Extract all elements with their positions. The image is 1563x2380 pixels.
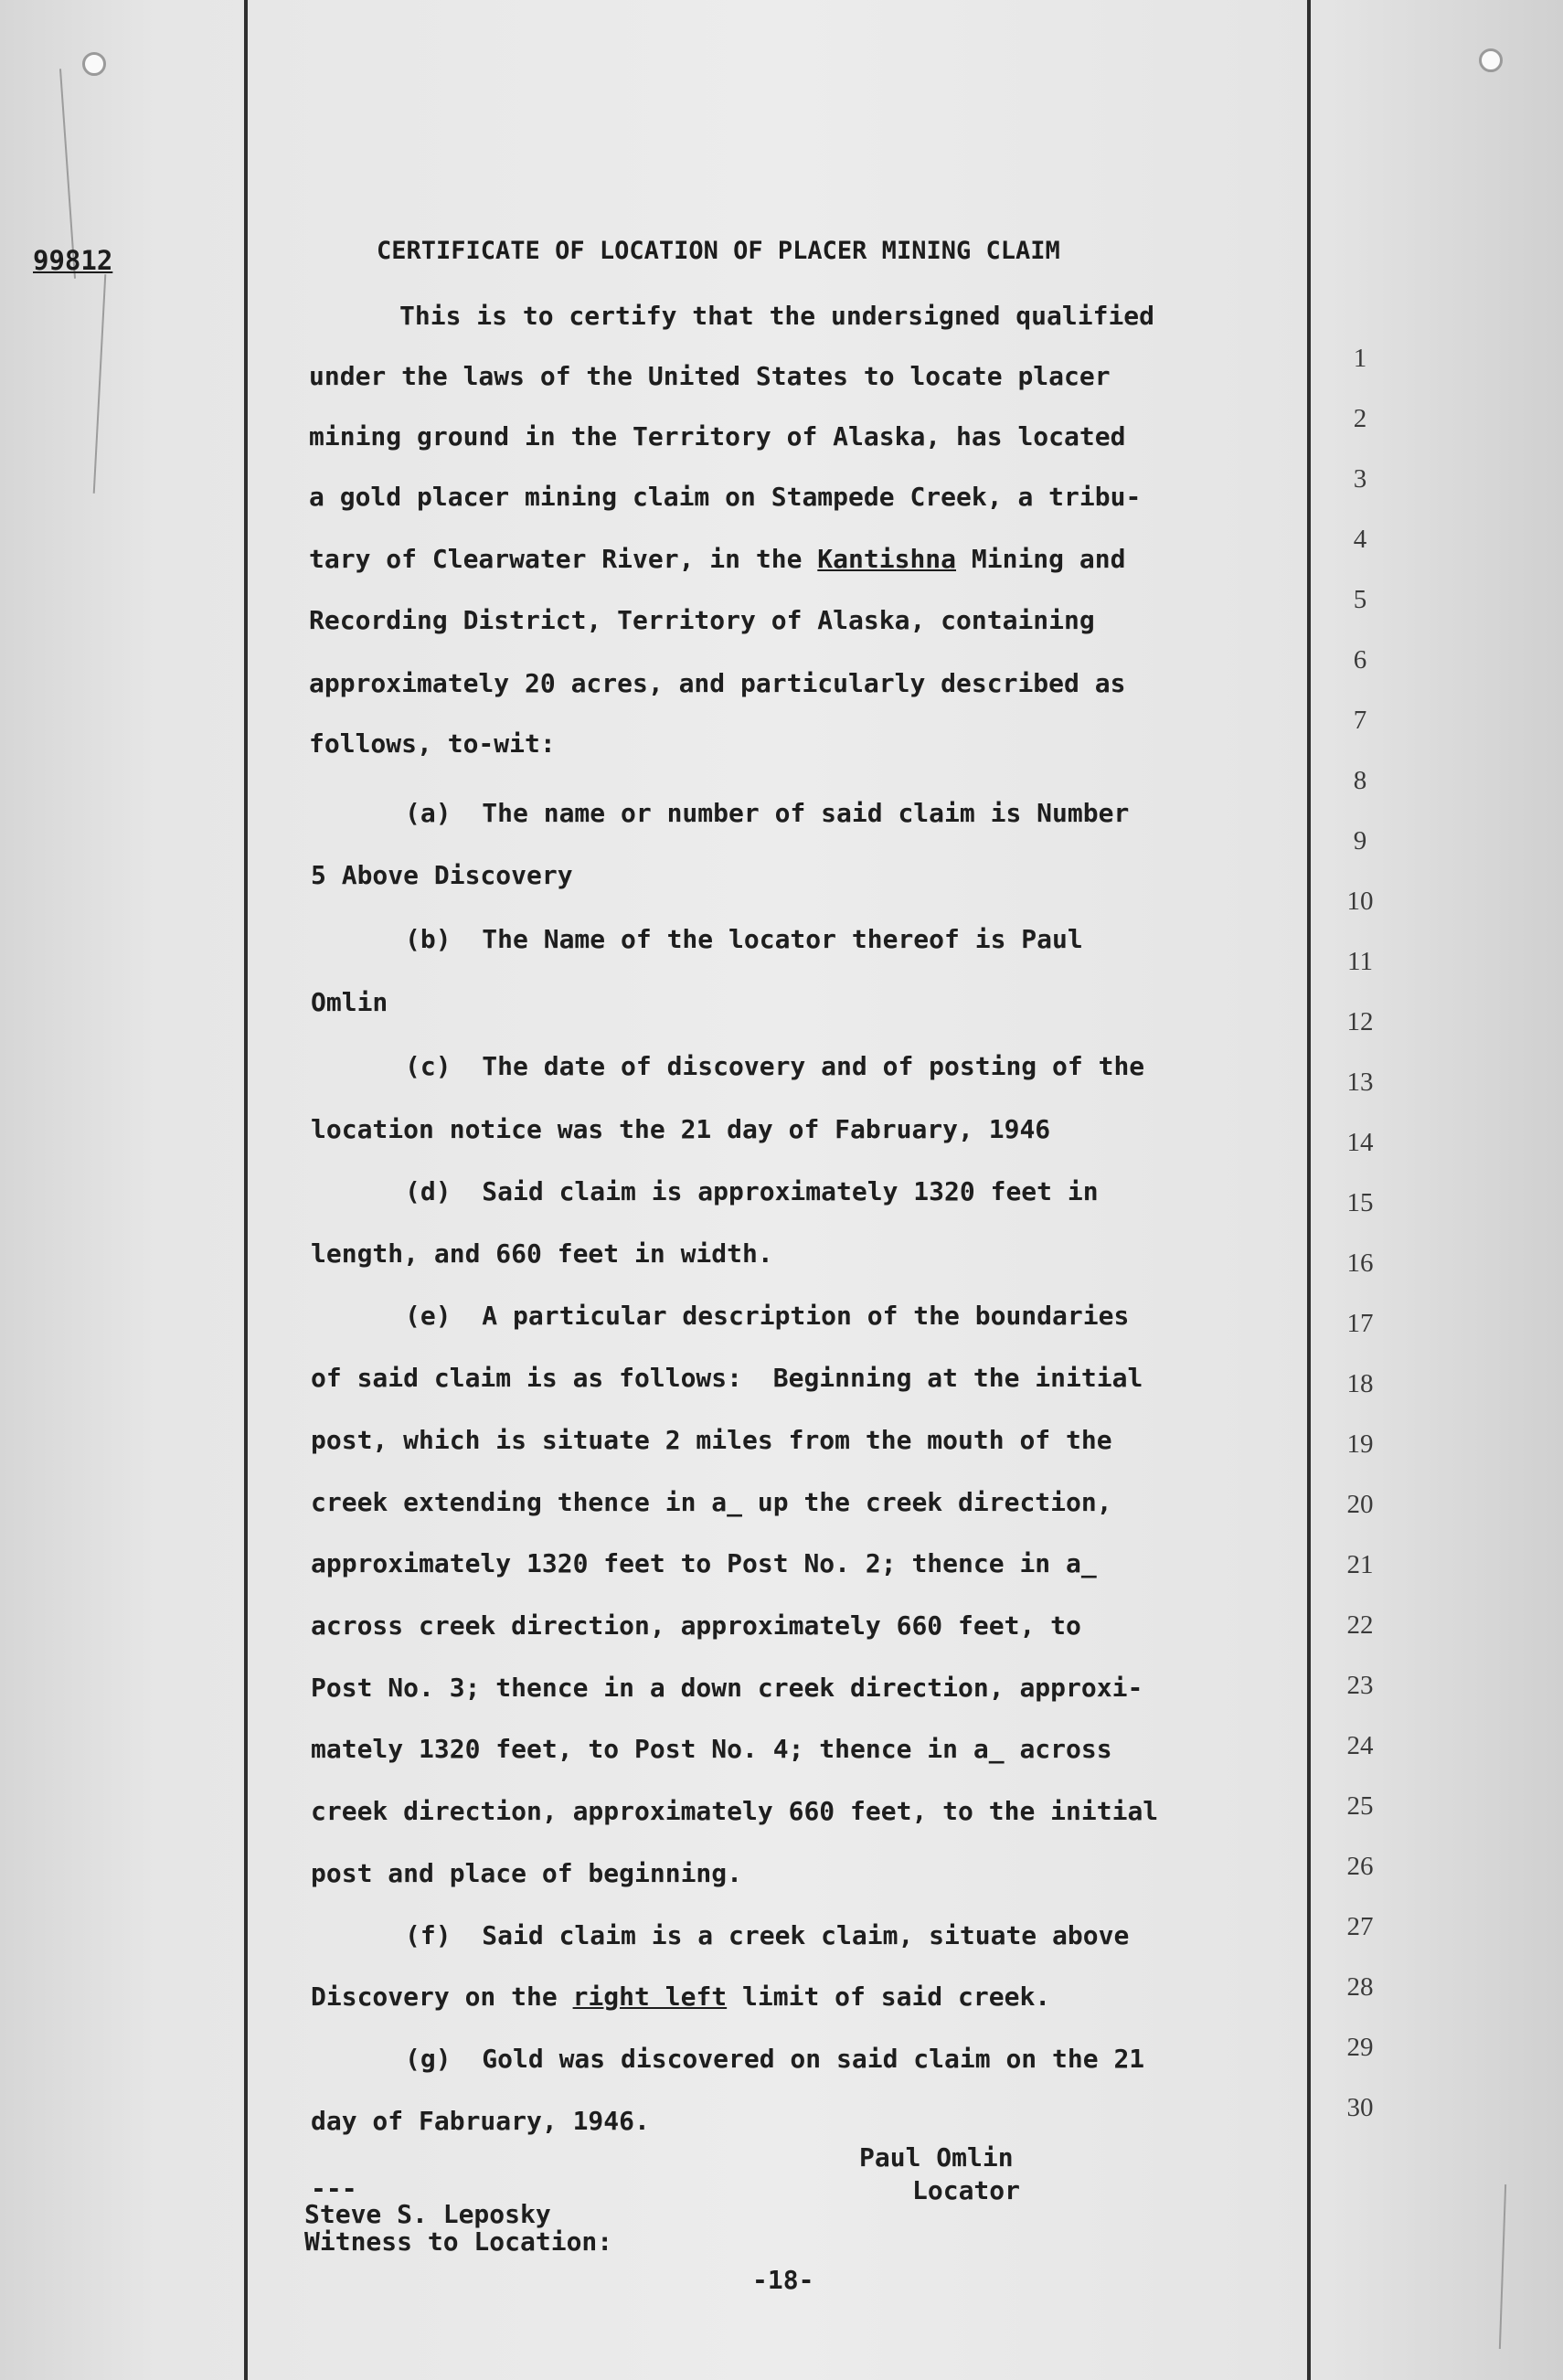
body-text: (g) Gold was discovered on said claim on the 21: [405, 2044, 1145, 2074]
body-text: (b) The Name of the locator thereof is Paul: [405, 924, 1083, 954]
margin-scratch: [93, 274, 107, 494]
body-text: creek direction, approximately 660 feet, to the initial: [311, 1796, 1159, 1826]
body-text: mining ground in the Territory of Alaska, has located: [309, 421, 1126, 452]
line-number: 7: [1353, 706, 1367, 735]
body-text: Discovery on the: [311, 1982, 573, 2012]
body-line-13: [405, 1051, 1144, 1081]
body-text: (e) A particular description of the boundaries: [405, 1301, 1130, 1331]
line-number: 26: [1346, 1852, 1374, 1881]
punch-hole-right: [1479, 48, 1503, 72]
body-line-21: [311, 1548, 1097, 1578]
line-number: 11: [1347, 947, 1373, 976]
body-text: (d) Said claim is approximately 1320 feet in: [405, 1176, 1099, 1206]
underlined-text: Kantishna: [817, 544, 957, 574]
line-number: 8: [1353, 766, 1367, 795]
line-number: 4: [1353, 525, 1367, 554]
body-line-4: [309, 482, 1141, 512]
body-text: mately 1320 feet, to Post No. 4; thence in a_ across: [311, 1734, 1112, 1764]
body-line-17: [405, 1301, 1129, 1331]
underlined-text: right left: [572, 1982, 728, 2012]
body-line-10: [311, 860, 573, 890]
line-number: 12: [1346, 1007, 1374, 1036]
line-number: 10: [1346, 887, 1374, 916]
body-text: under the laws of the United States to locate placer: [309, 361, 1111, 391]
body-text: location notice was the 21 day of Fabruary, 1946: [311, 1114, 1051, 1144]
body-text: day of Fabruary, 1946.: [311, 2106, 650, 2136]
body-text: (a) The name or number of said claim is Number: [405, 798, 1130, 828]
line-number: 25: [1346, 1791, 1374, 1821]
body-text: length, and 660 feet in width.: [311, 1238, 773, 1269]
body-text: across creek direction, approximately 660 feet, to: [311, 1610, 1081, 1641]
line-number: 1: [1353, 344, 1367, 373]
body-line-19: [311, 1425, 1112, 1455]
body-line-18: [311, 1363, 1143, 1393]
line-number: 9: [1353, 826, 1367, 855]
body-line-1: [399, 301, 1154, 331]
body-line-6: [309, 605, 1095, 635]
body-line-9: [405, 798, 1129, 828]
line-number: 24: [1346, 1731, 1374, 1760]
document-number: 99812: [33, 245, 113, 276]
body-text: tary of Clearwater River, in the: [309, 544, 818, 574]
line-number: 21: [1346, 1550, 1374, 1579]
line-number: 23: [1346, 1671, 1374, 1700]
page-number: -18-: [752, 2265, 814, 2295]
line-number: 3: [1353, 464, 1367, 494]
body-text: a gold placer mining claim on Stampede Creek, a tribu-: [309, 482, 1142, 512]
body-line-5: [309, 544, 1125, 574]
body-text: post and place of beginning.: [311, 1858, 743, 1888]
body-text: approximately 1320 feet to Post No. 2; thence in a_: [311, 1548, 1097, 1578]
body-text: (f) Said claim is a creek claim, situate above: [405, 1920, 1130, 1950]
body-text: of said claim is as follows: Beginning at the initial: [311, 1363, 1143, 1393]
body-line-12: [311, 987, 388, 1017]
body-text: follows, to-wit:: [309, 728, 556, 759]
body-text: limit of said creek.: [727, 1982, 1051, 2012]
line-number: 14: [1346, 1128, 1374, 1157]
line-number: 15: [1346, 1188, 1374, 1217]
body-line-20: [311, 1487, 1112, 1517]
body-line-8: [309, 728, 556, 759]
body-line-29: [405, 2044, 1144, 2074]
body-text: Recording District, Territory of Alaska, containing: [309, 605, 1095, 635]
witness-name: Steve S. Leposky: [304, 2199, 551, 2229]
locator-role: Locator: [912, 2175, 1021, 2205]
body-text: Mining and: [956, 544, 1126, 574]
body-text: (c) The date of discovery and of posting of the: [405, 1051, 1145, 1081]
body-line-23: [311, 1673, 1143, 1703]
line-number: 19: [1346, 1429, 1374, 1459]
margin-scratch: [1499, 2184, 1506, 2349]
body-line-16: [311, 1238, 773, 1269]
line-number: 27: [1346, 1912, 1374, 1941]
line-number: 5: [1353, 585, 1367, 614]
body-line-3: [309, 421, 1125, 452]
body-line-15: [405, 1176, 1099, 1206]
body-text: post, which is situate 2 miles from the mouth of the: [311, 1425, 1112, 1455]
punch-hole-left: [82, 52, 106, 76]
witness-dashes: ---: [311, 2173, 357, 2204]
line-number: 22: [1346, 1610, 1374, 1640]
line-number: 29: [1346, 2033, 1374, 2062]
line-number: 30: [1346, 2093, 1374, 2122]
left-margin-rule: [244, 0, 248, 2380]
body-line-25: [311, 1796, 1158, 1826]
line-number: 13: [1346, 1068, 1374, 1097]
line-number: 6: [1353, 645, 1367, 675]
body-line-26: [311, 1858, 742, 1888]
body-line-30: [311, 2106, 650, 2136]
body-line-7: [309, 668, 1125, 698]
body-line-28: [311, 1982, 1050, 2012]
line-number: 16: [1346, 1248, 1374, 1278]
body-line-27: [405, 1920, 1129, 1950]
body-line-11: [405, 924, 1083, 954]
line-number: 18: [1346, 1369, 1374, 1398]
right-margin-rule: [1307, 0, 1311, 2380]
body-line-22: [311, 1610, 1081, 1641]
locator-signature: Paul Omlin: [859, 2142, 1014, 2173]
body-text: 5 Above Discovery: [311, 860, 573, 890]
body-line-24: [311, 1734, 1112, 1764]
document-title: CERTIFICATE OF LOCATION OF PLACER MINING CLAIM: [377, 237, 1060, 265]
body-text: creek extending thence in a_ up the creek direction,: [311, 1487, 1112, 1517]
body-text: approximately 20 acres, and particularly described as: [309, 668, 1126, 698]
body-text: Post No. 3; thence in a down creek direction, approxi-: [311, 1673, 1143, 1703]
body-line-2: [309, 361, 1111, 391]
body-text: This is to certify that the undersigned qualified: [399, 301, 1155, 331]
line-number: 2: [1353, 404, 1367, 433]
line-number: 20: [1346, 1490, 1374, 1519]
line-number: 17: [1346, 1309, 1374, 1338]
line-number: 28: [1346, 1972, 1374, 2002]
body-text: Omlin: [311, 987, 388, 1017]
body-line-14: [311, 1114, 1050, 1144]
witness-role: Witness to Location:: [304, 2226, 613, 2257]
